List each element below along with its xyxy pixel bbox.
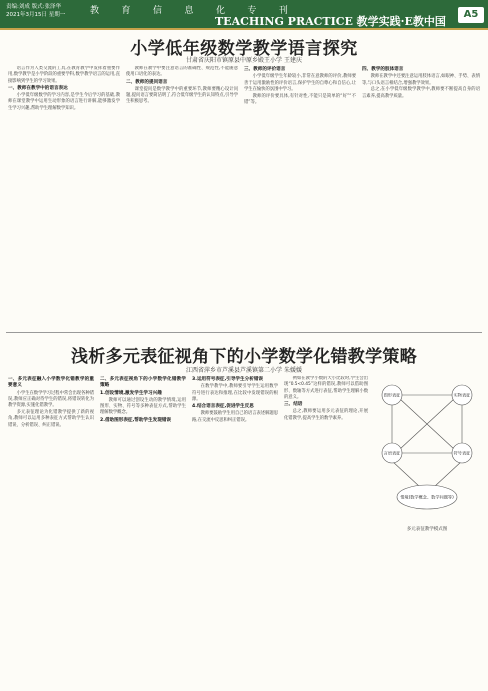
paragraph: 小学生在数学学习过程中常会出现各种错误,教师应正确对待学生的错误,将错误转化为教学资源,实施化错教学。: [8, 390, 94, 409]
paragraph: 语言作为人类交流的工具,在教育教学中发挥着重要作用,数学教学是小学阶段的重要学科,数学教学语言的运用,直接影响到学生的学习效果。: [8, 66, 120, 84]
header-rule: [0, 28, 488, 30]
section-heading: 一、多元表征融入小学数学化错教学的重要意义: [8, 377, 94, 389]
paragraph: 教师可以通过创设生动的教学情境,运用图形、实物、符号等多种表征方式,帮助学生理解数学概念。: [100, 397, 186, 416]
article-1-column-2: [126, 66, 238, 328]
paragraph: 小学低年级数学的学习内容,是学生今后学习的基础,教师在课堂教学中运用生动形象的语言进行讲解,能够激发学生学习兴趣,帮助学生理解数学知识。: [8, 93, 120, 111]
paragraph: 教师在教学中要注意语言的准确性、规范性,不能随意使用口语化的表达。: [126, 66, 238, 78]
header-char: 专: [247, 6, 259, 16]
header-char: 息: [184, 6, 196, 16]
header-char: 育: [121, 6, 133, 16]
representation-diagram: [372, 375, 482, 525]
sub-heading: 3.运用符号表征,引导学生分析错误: [192, 377, 264, 382]
article-2-column-4: [284, 376, 368, 686]
sub-heading: 4.结合语言表征,促进学生反思: [192, 404, 254, 410]
sub-heading: 2.借助图形表征,帮助学生发现错误: [100, 417, 172, 423]
node-label: 言语表征: [383, 450, 401, 456]
page-number: A5: [458, 7, 484, 23]
article-2-title: 浅析多元表征视角下的小学数学化错教学策略: [71, 347, 417, 367]
sub-heading: 1.创设情境,激发学生学习兴趣: [100, 390, 162, 396]
header-char: 信: [152, 6, 164, 16]
header-char: 化: [215, 6, 227, 16]
node-label: 图形表征: [383, 392, 401, 398]
article-2-column-2: [100, 376, 186, 686]
paragraph: 教师的评价要具体,有针对性,不能只是简单的“好”“不错”等。: [244, 93, 356, 105]
paragraph: 多元表征理论为化错教学提供了新的视角,教师可以运用多种表征方式帮助学生认识错误、分析错误、纠正错误。: [8, 409, 94, 428]
article-2-byline: 江西省萍乡市芦溪县芦溪镇第二小学 朱媛媛: [186, 367, 302, 374]
article-2-column-3: [192, 376, 278, 686]
editor-line: 责编:刘成 版式:张泽华: [6, 4, 61, 10]
paragraph: 在数学教学中,教师要引导学生运用数学符号进行表达和推理,在比较中发现错误的根源。: [192, 384, 278, 402]
article-1-column-4: [362, 66, 480, 328]
article-1-column-1: [8, 66, 120, 328]
header-char: 教: [90, 6, 102, 16]
page-header: [0, 0, 488, 28]
article-1-column-3: [244, 66, 356, 328]
node-label: 情境(数学概念、数学问题等): [400, 494, 454, 500]
article-1-byline: 甘肃省庆阳市镇原县中原乡殿王小学 王建庆: [186, 57, 302, 64]
date-line: 2021年3月15日 星期一: [6, 12, 66, 18]
header-char: 刊: [278, 6, 290, 16]
paragraph: 总之,在小学低年级数学教学中,教师要不断提高自身的语言素养,提高教学质量。: [362, 87, 480, 99]
section-heading: 二、教师的提问语言: [126, 79, 168, 85]
paragraph: 小学低年级学生年龄较小,非常在意教师的评价,教师要善于运用激励性的评价语言,保护学生的自尊心和自信心,让学生在愉快的氛围中学习。: [244, 74, 356, 92]
section-name: TEACHING PRACTICE 教学实践·E教中国: [215, 15, 446, 28]
paragraph: 课堂提问是数学教学中的重要环节,教师要精心设计问题,提问语言要简洁明了,符合低年级学生的认知特点,引导学生积极思考。: [126, 86, 238, 105]
paragraph: 例如在教学小数的大小比较时,学生会出现“0.5<0.45”这样的错误,教师可以借助图形、数轴等方式进行表征,帮助学生理解小数的意义。: [284, 376, 368, 400]
paragraph: 教师在教学中还要注意运用肢体语言,如眼神、手势、表情等,与口头语言相结合,增强教学效果。: [362, 74, 480, 86]
node-label: 符号表征: [453, 450, 471, 456]
paragraph: 总之,教师要运用多元表征的理论,开展化错教学,提高学生的数学素养。: [284, 409, 368, 421]
section-heading: 二、多元表征视角下的小学数学化错教学策略: [100, 377, 186, 389]
section-heading: 四、教学的肢体语言: [362, 67, 404, 72]
section-heading: 一、教师在教学中的语言表达: [8, 85, 68, 91]
article-2-column-1: [8, 376, 94, 686]
diagram-caption: 多元表征教学模式图: [406, 527, 448, 532]
article-divider: [6, 332, 482, 333]
node-label: 实物表征: [453, 392, 471, 398]
paragraph: 教师要鼓励学生用自己的语言表述解题思路,在交流中反思和纠正错误。: [192, 411, 278, 423]
section-heading: 三、结语: [284, 402, 303, 408]
article-1-title: 小学低年级数学教学语言探究: [130, 39, 358, 59]
section-heading: 三、教师的评价语言: [244, 67, 286, 72]
